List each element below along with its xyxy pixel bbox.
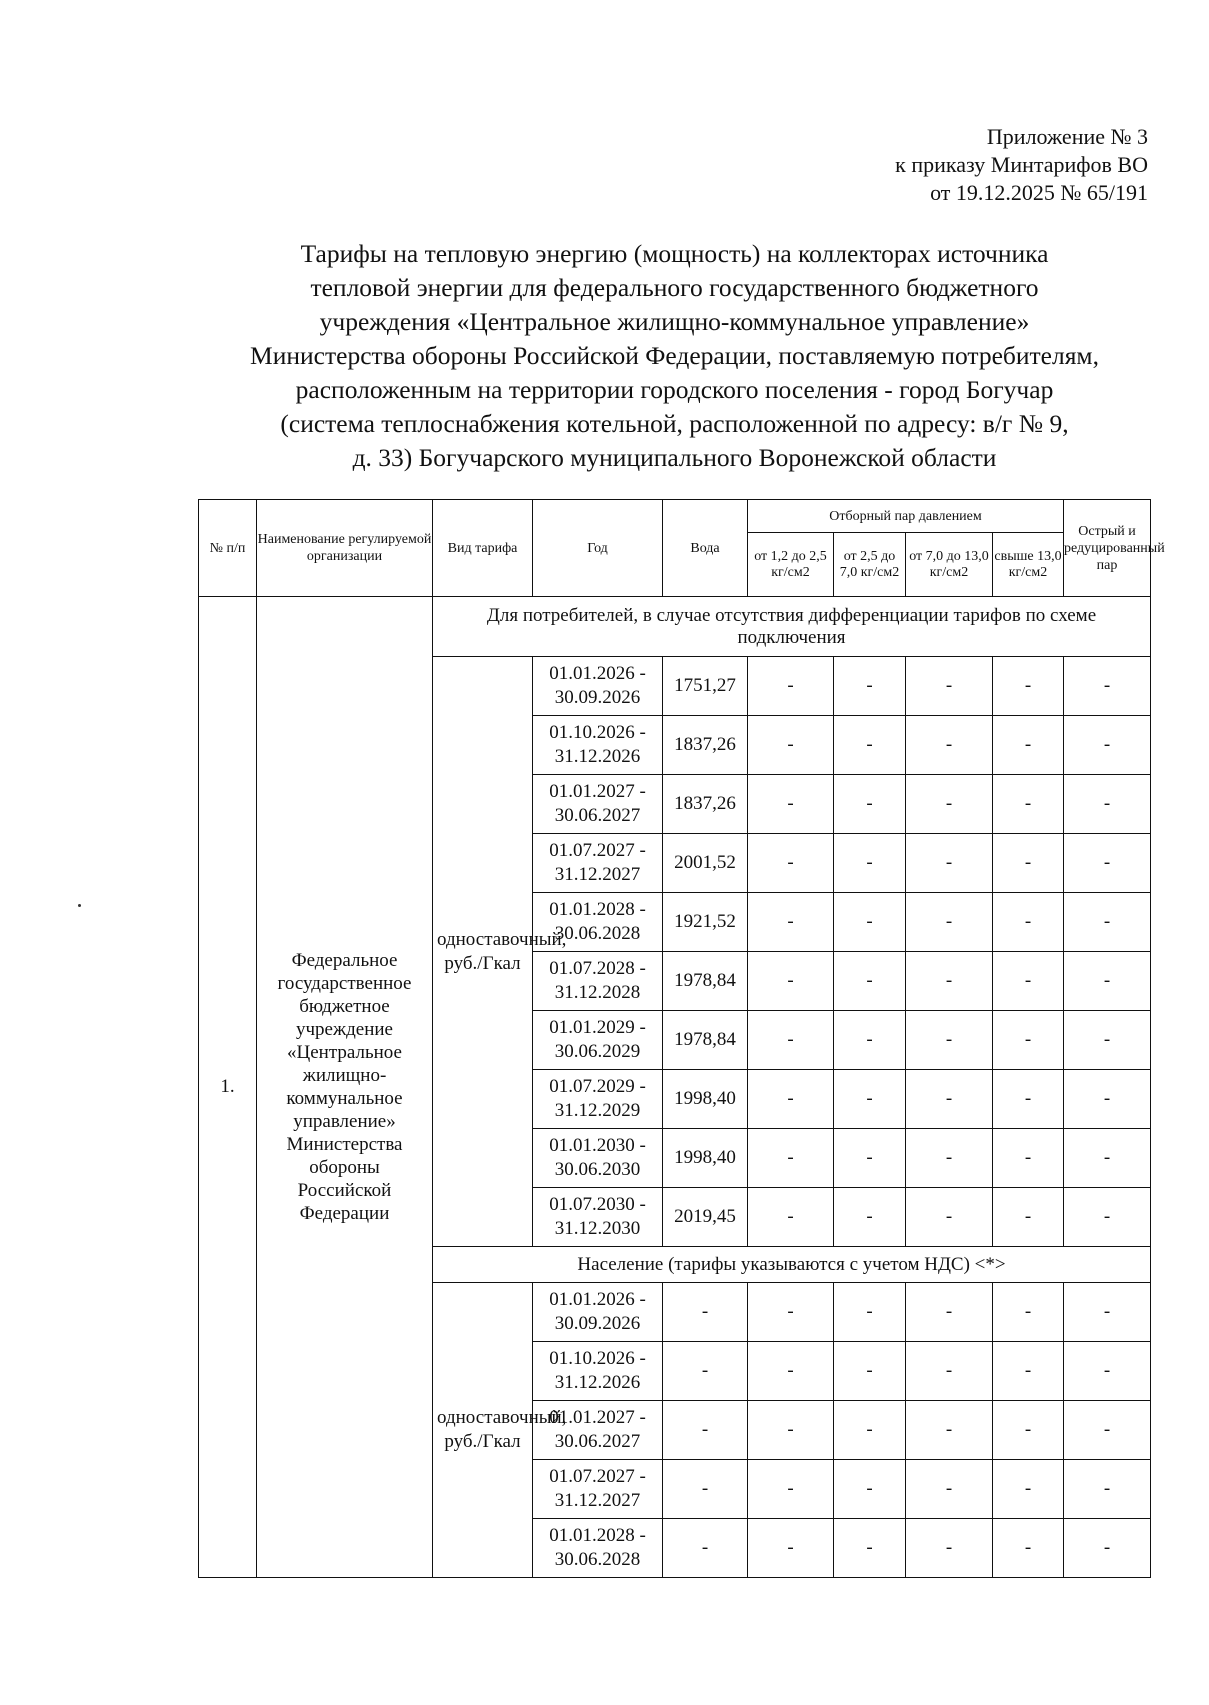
sharp-steam-cell: - [1064,1070,1151,1129]
water-cell: 1751,27 [663,657,748,716]
steam-1-cell: - [748,1283,834,1342]
water-cell: - [663,1460,748,1519]
steam-3-cell: - [906,1460,993,1519]
steam-1-cell: - [748,1188,834,1247]
title-line: тепловой энергии для федерального государственного бюджетного [310,273,1039,302]
water-cell: 1978,84 [663,1011,748,1070]
steam-1-cell: - [748,1342,834,1401]
water-cell: 1837,26 [663,716,748,775]
water-cell: 1978,84 [663,952,748,1011]
tariff-table [198,499,1165,1578]
period-cell: 01.01.2027 - 30.06.2027 [533,1401,663,1460]
steam-4-cell: - [993,657,1064,716]
steam-2-cell: - [834,1188,906,1247]
steam-4-cell: - [993,1070,1064,1129]
steam-2-cell: - [834,716,906,775]
organization-name: Федеральное государственное бюджетное учреждение «Центральное жилищно-коммунальное управление» Министерства обороны Российской Федерации [257,597,433,1578]
steam-4-cell: - [993,1342,1064,1401]
scan-speck [78,904,81,907]
period-cell: 01.10.2026 - 31.12.2026 [533,716,663,775]
header-tariff-type: Вид тарифа [433,500,533,597]
steam-2-cell: - [834,834,906,893]
steam-3-cell: - [906,1188,993,1247]
steam-1-cell: - [748,893,834,952]
period-cell: 01.07.2028 - 31.12.2028 [533,952,663,1011]
steam-2-cell: - [834,1283,906,1342]
steam-3-cell: - [906,657,993,716]
tariff-type: одноставочный, руб./Гкал [433,1283,533,1578]
steam-4-cell: - [993,775,1064,834]
appendix-reference [728,123,1148,207]
header-steam-3: от 7,0 до 13,0 кг/см2 [906,533,993,597]
steam-4-cell: - [993,1129,1064,1188]
steam-1-cell: - [748,1519,834,1578]
sharp-steam-cell: - [1064,716,1151,775]
steam-4-cell: - [993,834,1064,893]
steam-4-cell: - [993,1401,1064,1460]
steam-2-cell: - [834,1070,906,1129]
sharp-steam-cell: - [1064,1011,1151,1070]
steam-1-cell: - [748,952,834,1011]
steam-4-cell: - [993,893,1064,952]
title-line: учреждения «Центральное жилищно-коммунальное управление» [319,307,1030,336]
section-header-row [199,597,1151,657]
steam-1-cell: - [748,1401,834,1460]
steam-3-cell: - [906,775,993,834]
water-cell: - [663,1401,748,1460]
sharp-steam-cell: - [1064,834,1151,893]
water-cell: 1921,52 [663,893,748,952]
water-cell: 2001,52 [663,834,748,893]
steam-4-cell: - [993,952,1064,1011]
document-title [140,237,1209,475]
header-steam-2: от 2,5 до 7,0 кг/см2 [834,533,906,597]
steam-4-cell: - [993,1188,1064,1247]
sharp-steam-cell: - [1064,1519,1151,1578]
steam-3-cell: - [906,1283,993,1342]
sharp-steam-cell: - [1064,775,1151,834]
steam-2-cell: - [834,1401,906,1460]
appendix-order: к приказу Минтарифов ВО [895,152,1148,177]
steam-3-cell: - [906,893,993,952]
steam-3-cell: - [906,1401,993,1460]
header-year: Год [533,500,663,597]
steam-4-cell: - [993,1460,1064,1519]
steam-1-cell: - [748,1011,834,1070]
header-water: Вода [663,500,748,597]
steam-1-cell: - [748,834,834,893]
period-cell: 01.01.2028 - 30.06.2028 [533,893,663,952]
sharp-steam-cell: - [1064,1460,1151,1519]
row-number: 1. [199,597,257,1578]
steam-1-cell: - [748,1129,834,1188]
period-cell: 01.01.2028 - 30.06.2028 [533,1519,663,1578]
header-steam-group: Отборный пар давлением [748,500,1064,533]
sharp-steam-cell: - [1064,1188,1151,1247]
steam-2-cell: - [834,1129,906,1188]
period-cell: 01.07.2029 - 31.12.2029 [533,1070,663,1129]
sharp-steam-cell: - [1064,952,1151,1011]
steam-1-cell: - [748,657,834,716]
steam-4-cell: - [993,1519,1064,1578]
header-org: Наименование регулируемой организации [257,500,433,597]
appendix-number: Приложение № 3 [986,124,1148,149]
water-cell: - [663,1342,748,1401]
sharp-steam-cell: - [1064,1129,1151,1188]
steam-3-cell: - [906,1129,993,1188]
header-row [199,500,1151,533]
sharp-steam-cell: - [1064,1401,1151,1460]
header-steam-1: от 1,2 до 2,5 кг/см2 [748,533,834,597]
header-num: № п/п [199,500,257,597]
steam-4-cell: - [993,1011,1064,1070]
steam-4-cell: - [993,1283,1064,1342]
period-cell: 01.07.2027 - 31.12.2027 [533,834,663,893]
steam-3-cell: - [906,952,993,1011]
title-line: д. 33) Богучарского муниципального Воронежской области [352,443,997,472]
period-cell: 01.01.2026 - 30.09.2026 [533,657,663,716]
steam-2-cell: - [834,1460,906,1519]
steam-2-cell: - [834,1011,906,1070]
period-cell: 01.01.2029 - 30.06.2029 [533,1011,663,1070]
steam-2-cell: - [834,657,906,716]
steam-3-cell: - [906,1519,993,1578]
sharp-steam-cell: - [1064,1342,1151,1401]
section-label: Для потребителей, в случае отсутствия дифференциации тарифов по схеме подключения [433,597,1151,657]
steam-4-cell: - [993,716,1064,775]
steam-3-cell: - [906,1342,993,1401]
title-line: Тарифы на тепловую энергию (мощность) на коллекторах источника [300,239,1049,268]
steam-3-cell: - [906,716,993,775]
period-cell: 01.07.2027 - 31.12.2027 [533,1460,663,1519]
steam-1-cell: - [748,1070,834,1129]
period-cell: 01.01.2030 - 30.06.2030 [533,1129,663,1188]
title-line: Министерства обороны Российской Федерации, поставляемую потребителям, [250,341,1099,370]
title-line: (система теплоснабжения котельной, расположенной по адресу: в/г № 9, [280,409,1069,438]
period-cell: 01.01.2027 - 30.06.2027 [533,775,663,834]
tariff-type: одноставочный, руб./Гкал [433,657,533,1247]
title-line: расположенным на территории городского поселения - город Богучар [295,375,1054,404]
steam-3-cell: - [906,1011,993,1070]
header-sharp-steam: Острый и редуцированный пар [1064,500,1151,597]
steam-1-cell: - [748,716,834,775]
steam-1-cell: - [748,775,834,834]
period-cell: 01.07.2030 - 31.12.2030 [533,1188,663,1247]
water-cell: 1837,26 [663,775,748,834]
water-cell: 2019,45 [663,1188,748,1247]
water-cell: - [663,1519,748,1578]
sharp-steam-cell: - [1064,1283,1151,1342]
steam-2-cell: - [834,893,906,952]
steam-1-cell: - [748,1460,834,1519]
sharp-steam-cell: - [1064,893,1151,952]
water-cell: 1998,40 [663,1129,748,1188]
steam-2-cell: - [834,1519,906,1578]
header-steam-4: свыше 13,0 кг/см2 [993,533,1064,597]
period-cell: 01.01.2026 - 30.09.2026 [533,1283,663,1342]
steam-3-cell: - [906,834,993,893]
steam-2-cell: - [834,952,906,1011]
appendix-date: от 19.12.2025 № 65/191 [930,180,1148,205]
section-label: Население (тарифы указываются с учетом НДС) <*> [433,1247,1151,1283]
sharp-steam-cell: - [1064,657,1151,716]
steam-3-cell: - [906,1070,993,1129]
water-cell: - [663,1283,748,1342]
water-cell: 1998,40 [663,1070,748,1129]
steam-2-cell: - [834,775,906,834]
steam-2-cell: - [834,1342,906,1401]
period-cell: 01.10.2026 - 31.12.2026 [533,1342,663,1401]
